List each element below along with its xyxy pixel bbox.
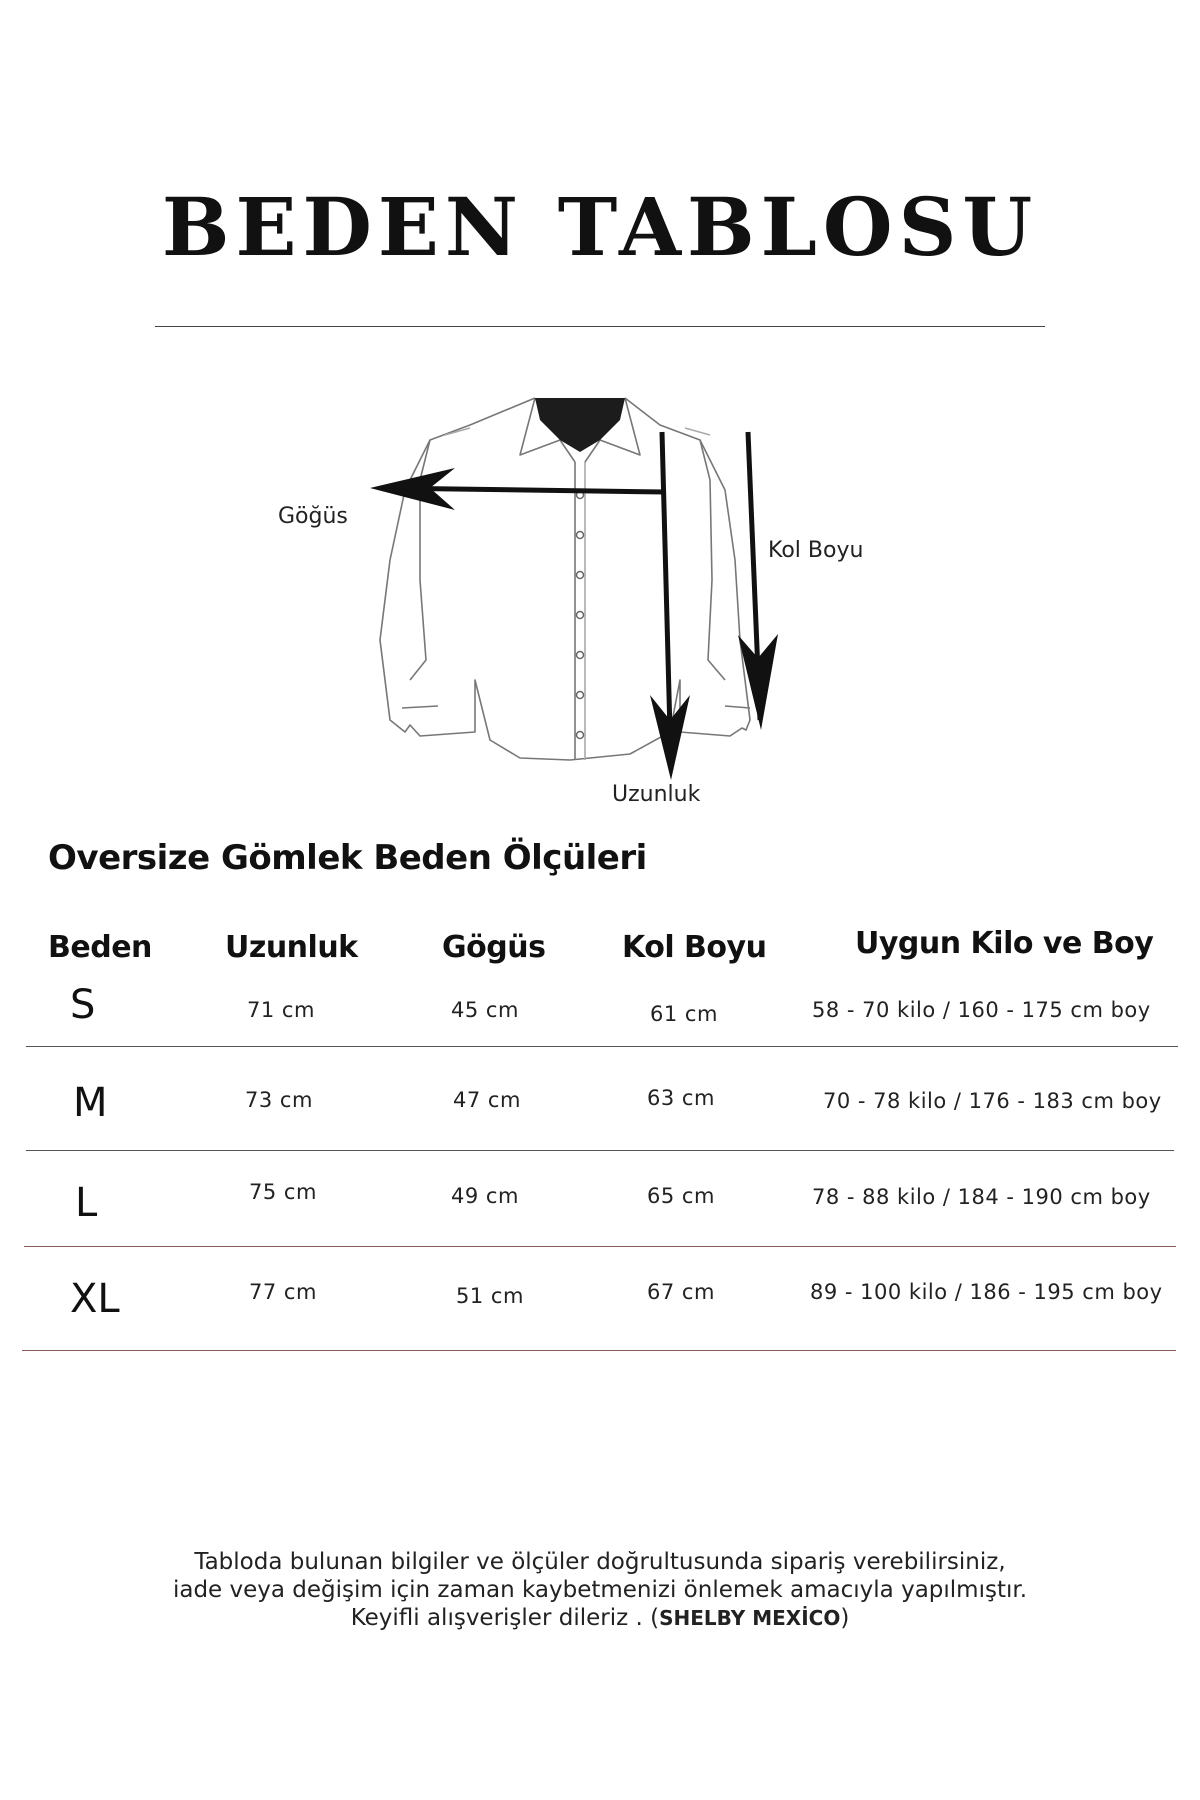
length-cell: 73 cm xyxy=(245,1088,313,1112)
footer-line-1: Tabloda bulunan bilgiler ve ölçüler doğrultusunda sipariş verebilirsiniz, xyxy=(194,1549,1006,1575)
shirt-illustration xyxy=(230,380,930,820)
section-title: Oversize Gömlek Beden Ölçüleri xyxy=(48,838,647,878)
chest-label: Göğüs xyxy=(278,504,348,529)
footer-note xyxy=(0,1548,1200,1632)
chest-cell: 51 cm xyxy=(456,1284,524,1308)
sleeve-label: Kol Boyu xyxy=(768,538,864,563)
length-cell: 77 cm xyxy=(249,1280,317,1304)
buttons xyxy=(577,492,584,739)
right-cuff xyxy=(725,706,750,708)
length-label: Uzunluk xyxy=(612,782,701,807)
row-divider xyxy=(24,1246,1176,1247)
sleeve-arrow-icon xyxy=(738,432,778,730)
chest-arrow-icon xyxy=(370,468,665,510)
length-arrow-icon xyxy=(650,432,690,780)
size-cell: L xyxy=(75,1180,98,1226)
row-divider xyxy=(22,1350,1176,1351)
row-divider xyxy=(26,1046,1178,1047)
fit-cell: 78 - 88 kilo / 184 - 190 cm boy xyxy=(812,1185,1151,1209)
title-divider xyxy=(155,326,1045,327)
size-cell: S xyxy=(70,982,96,1028)
right-sleeve-seam xyxy=(700,440,725,680)
header-sleeve: Kol Boyu xyxy=(622,930,767,965)
footer-line-3 xyxy=(0,1604,1200,1632)
row-divider xyxy=(26,1150,1174,1151)
footer-line-2: iade veya değişim için zaman kaybetmenizi önlemek amacıyla yapılmıştır. xyxy=(172,1577,1028,1603)
chest-cell: 47 cm xyxy=(453,1088,521,1112)
fit-cell: 70 - 78 kilo / 176 - 183 cm boy xyxy=(823,1089,1162,1113)
left-cuff xyxy=(402,706,438,708)
size-cell: XL xyxy=(70,1276,120,1322)
shirt-diagram xyxy=(230,380,930,820)
length-cell: 75 cm xyxy=(249,1180,317,1204)
sleeve-cell: 63 cm xyxy=(647,1086,715,1110)
fit-cell: 89 - 100 kilo / 186 - 195 cm boy xyxy=(810,1280,1163,1304)
sleeve-cell: 67 cm xyxy=(647,1280,715,1304)
sleeve-cell: 61 cm xyxy=(650,1002,718,1026)
footer-line-3-prefix: Keyifli alışverişler dileriz . ( xyxy=(350,1605,660,1631)
chest-cell: 45 cm xyxy=(451,998,519,1022)
brand-name: SHELBY MEXİCO xyxy=(659,1606,841,1630)
header-length: Uzunluk xyxy=(225,930,358,965)
page-title: BEDEN TABLOSU xyxy=(161,180,1039,274)
header-fit: Uygun Kilo ve Boy xyxy=(855,926,1154,961)
fit-cell: 58 - 70 kilo / 160 - 175 cm boy xyxy=(812,998,1151,1022)
header-size: Beden xyxy=(48,930,152,965)
footer-line-3-suffix: ) xyxy=(840,1605,850,1631)
length-cell: 71 cm xyxy=(247,998,315,1022)
size-cell: M xyxy=(73,1080,108,1126)
chest-cell: 49 cm xyxy=(451,1184,519,1208)
sleeve-cell: 65 cm xyxy=(647,1184,715,1208)
header-chest: Gögüs xyxy=(442,930,546,965)
